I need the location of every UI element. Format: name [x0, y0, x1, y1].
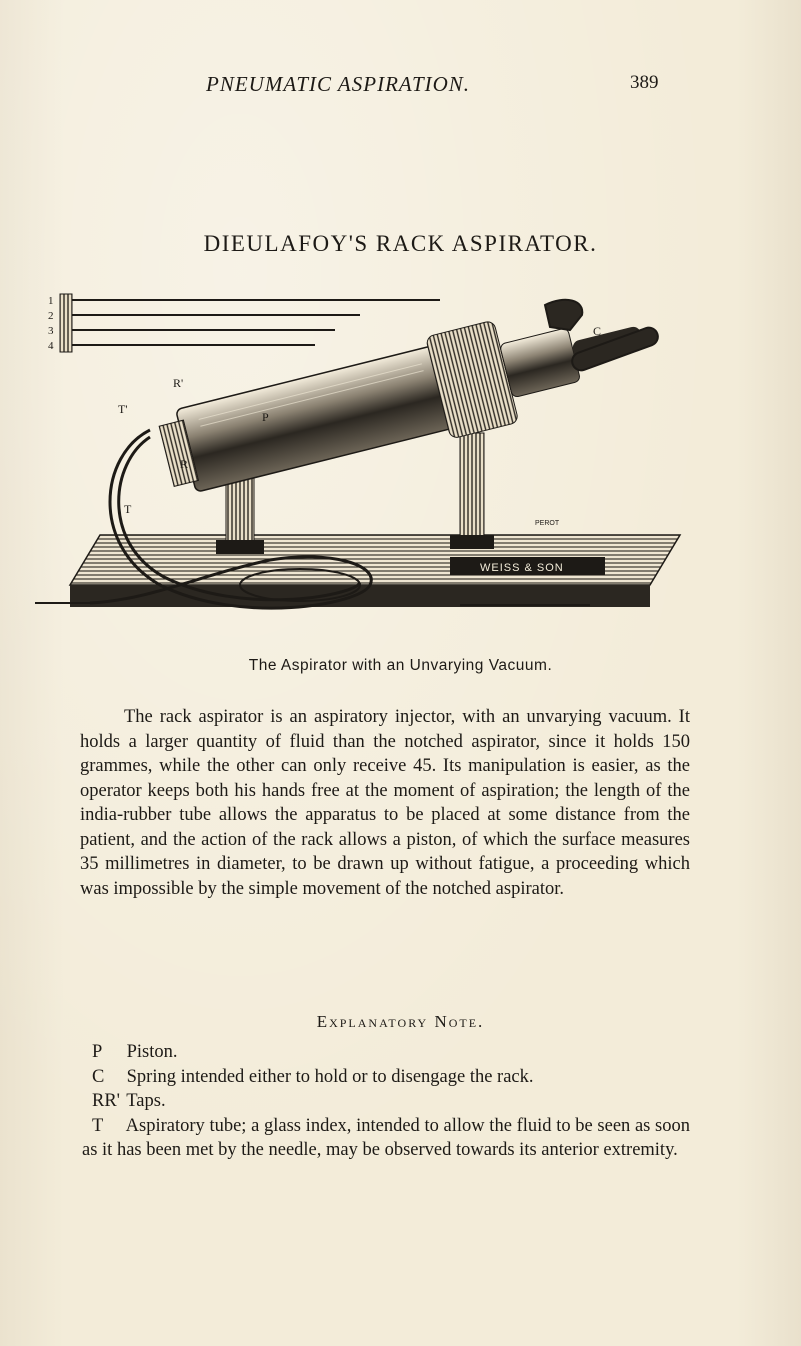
figure-caption: The Aspirator with an Unvarying Vacuum.	[248, 657, 553, 674]
label-r: R	[180, 457, 189, 471]
note-item-tube	[82, 1114, 690, 1163]
note-item-taps	[82, 1089, 690, 1114]
scale-label-2: 2	[48, 310, 54, 322]
note-item-piston	[82, 1040, 690, 1065]
label-c: C	[593, 324, 602, 338]
note-title: Explanatory Note.	[316, 1012, 485, 1031]
maker-mark: WEISS & SON	[480, 562, 564, 574]
note-list	[82, 1040, 690, 1163]
note-text: Aspiratory tube; a glass index, intended to allow the fluid to be seen as soon as it has been met by the needle, may be observed towards its anterior extremity.	[82, 1115, 690, 1160]
aspirator-engraving	[30, 285, 720, 645]
note-text: Piston.	[126, 1042, 178, 1062]
label-t: T	[124, 502, 132, 516]
label-r-prime: R'	[173, 376, 184, 390]
scale-label-4: 4	[48, 340, 54, 352]
aspirator-engraving-svg	[30, 285, 720, 645]
running-title: PNEUMATIC ASPIRATION.	[206, 72, 471, 96]
note-item-spring	[82, 1065, 690, 1090]
note-text: Spring intended either to hold or to disengage the rack.	[126, 1066, 534, 1087]
base-platform	[70, 520, 680, 607]
rack-scale	[60, 294, 440, 352]
body-paragraph: The rack aspirator is an aspiratory injector, with an unvarying vacuum. It holds a larger quantity of fluid than the notched aspirator, since it holds 150 grammes, while the other can only receive 45. Its manipulation is easier, as the operator keeps both his hands free at the moment of aspiration; the length of the india-rubber tube allows the apparatus to be placed at some distance from the patient, and the action of the rack allows a piston, of which the surface measures 35 millimetres in diameter, to be drawn up without fatigue, a proceeding which was impossible by the simple movement of the notched aspirator.	[80, 707, 690, 899]
note-key: C	[92, 1066, 105, 1087]
plate-title: DIEULAFOY'S RACK ASPIRATOR.	[203, 231, 598, 256]
note-text: Taps.	[126, 1091, 166, 1111]
scale-label-3: 3	[48, 325, 54, 337]
pedot-mark: PEROT	[535, 520, 560, 527]
note-key: RR'	[92, 1091, 121, 1111]
label-t-prime: T'	[118, 402, 128, 416]
note-key: P	[92, 1042, 103, 1062]
scale-label-1: 1	[48, 295, 54, 307]
note-key: T	[92, 1115, 104, 1136]
page-number: 389	[630, 72, 659, 93]
running-head	[0, 72, 801, 102]
label-p: P	[262, 410, 269, 424]
